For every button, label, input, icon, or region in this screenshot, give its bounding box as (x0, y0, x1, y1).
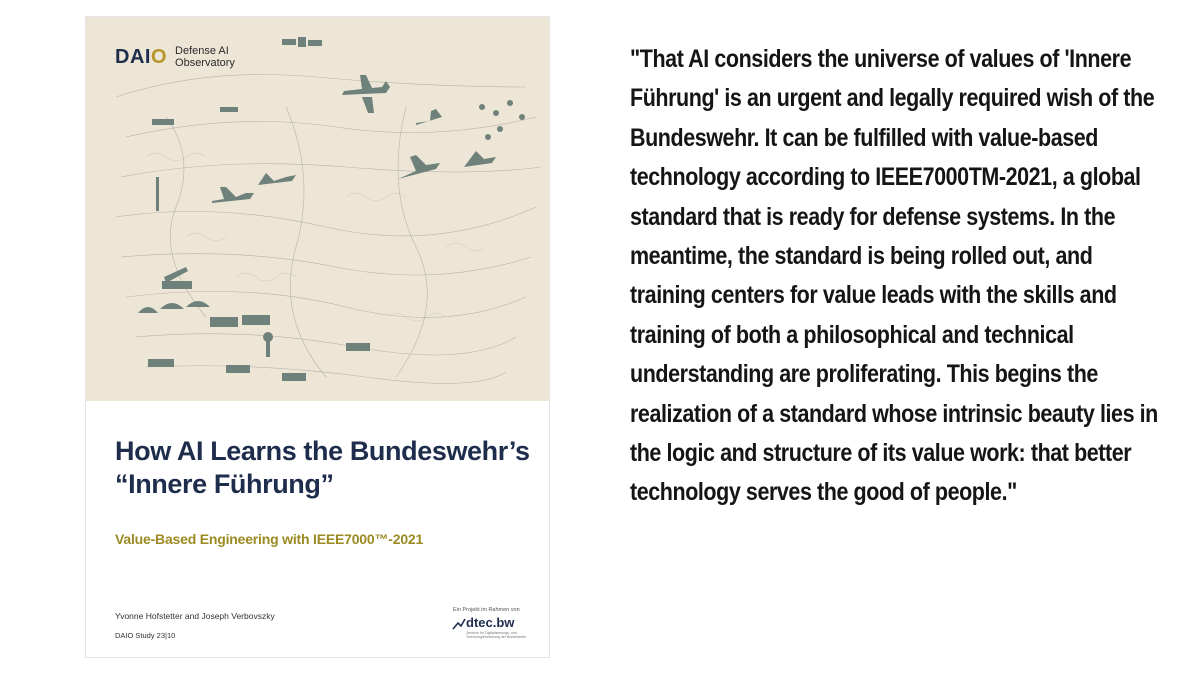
logo-mark-right: O (150, 45, 168, 68)
dtec-logo (452, 615, 532, 643)
battlefield-map-illustration (86, 17, 550, 401)
logo-mark-left: DAI (115, 45, 151, 68)
cover-title (115, 435, 535, 501)
quote-text: "That AI considers the universe of values of 'Innere Führung' is an urgent and legally required wish of the Bundeswehr. It can be fulfilled with value-based technology according to IEEE7000TM-2021, a global standard that is ready for defense systems. In the meantime, the standard is being rolled out, and training centers for value leads with the skills and training of both a philosophical and technical understanding are proliferating. This begins the realization of a standard whose intrinsic beauty lies in the logic and structure of its value work: that better technology serves the good of people." (630, 45, 1158, 507)
partner-name: dtec.bw (466, 615, 515, 630)
cover-title-line1: How AI Learns the Bundeswehr’s (115, 436, 530, 466)
daio-logo (115, 45, 245, 69)
project-label: Ein Projekt im Rahmen von (453, 607, 520, 613)
logo-text: Defense AI Observatory (175, 45, 235, 69)
cover-subtitle: Value-Based Engineering with IEEE7000™-2021 (115, 531, 424, 547)
report-cover (85, 16, 550, 658)
cover-title-line2: “Innere Führung” (115, 469, 334, 499)
dtec-mark-icon (452, 617, 466, 631)
cover-authors: Yvonne Hofstetter and Joseph Verbovszky (115, 611, 275, 621)
study-number: DAIO Study 23|10 (115, 631, 176, 640)
cover-illustration (86, 17, 550, 401)
partner-desc: Zentrum für Digitalisierungs- und Technologieforschung der Bundeswehr (466, 631, 527, 639)
